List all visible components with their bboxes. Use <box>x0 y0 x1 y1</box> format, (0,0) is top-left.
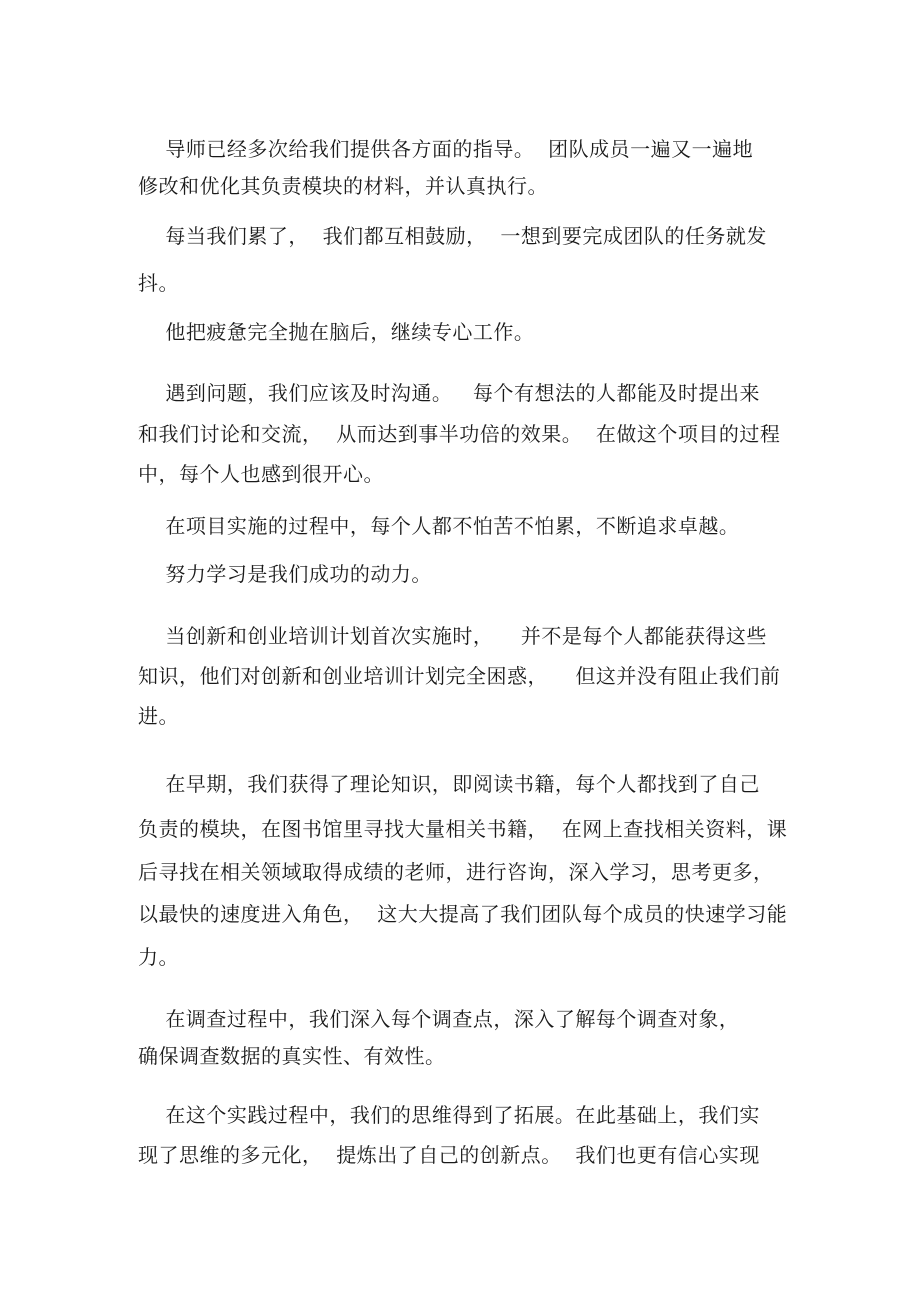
text-line: 遇到问题，我们应该及时沟通。 每个有想法的人都能及时提出来 <box>138 381 761 405</box>
text-line: 现了思维的多元化， 提炼出了自己的创新点。 我们也更有信心实现 <box>138 1143 760 1167</box>
text-line: 导师已经多次给我们提供各方面的指导。 团队成员一遍又一遍地 <box>138 137 754 161</box>
text-line: 进。 <box>138 704 179 728</box>
text-line: 努力学习是我们成功的动力。 <box>138 562 432 586</box>
text-line: 中，每个人也感到很开心。 <box>138 462 384 486</box>
text-line: 确保调查数据的真实性、有效性。 <box>138 1044 446 1068</box>
text-line: 每当我们累了， 我们都互相鼓励， 一想到要完成团队的任务就发 <box>138 224 767 248</box>
text-line: 力。 <box>138 945 179 969</box>
text-line: 以最快的速度进入角色， 这大大提高了我们团队每个成员的快速学习能 <box>138 902 788 926</box>
text-line: 在这个实践过程中，我们的思维得到了拓展。在此基础上，我们实 <box>138 1103 760 1127</box>
text-line: 修改和优化其负责模块的材料，并认真执行。 <box>138 174 548 198</box>
text-line: 负责的模块，在图书馆里寻找大量相关书籍， 在网上查找相关资料，课 <box>138 817 788 841</box>
text-line: 当创新和创业培训计划首次实施时， 并不是每个人都能获得这些 <box>138 624 767 648</box>
text-line: 在早期，我们获得了理论知识，即阅读书籍，每个人都找到了自己 <box>138 772 760 796</box>
text-line: 在项目实施的过程中，每个人都不怕苦不怕累，不断追求卓越。 <box>138 514 740 538</box>
text-line: 在调查过程中，我们深入每个调查点，深入了解每个调查对象， <box>138 1007 740 1031</box>
text-line: 后寻找在相关领域取得成绩的老师，进行咨询，深入学习，思考更多， <box>138 860 774 884</box>
text-line: 和我们讨论和交流， 从而达到事半功倍的效果。 在做这个项目的过程 <box>138 422 781 446</box>
text-line: 知识，他们对创新和创业培训计划完全困惑， 但这并没有阻止我们前 <box>138 664 781 688</box>
text-line: 他把疲惫完全抛在脑后，继续专心工作。 <box>138 320 535 344</box>
text-line: 抖。 <box>138 271 179 295</box>
